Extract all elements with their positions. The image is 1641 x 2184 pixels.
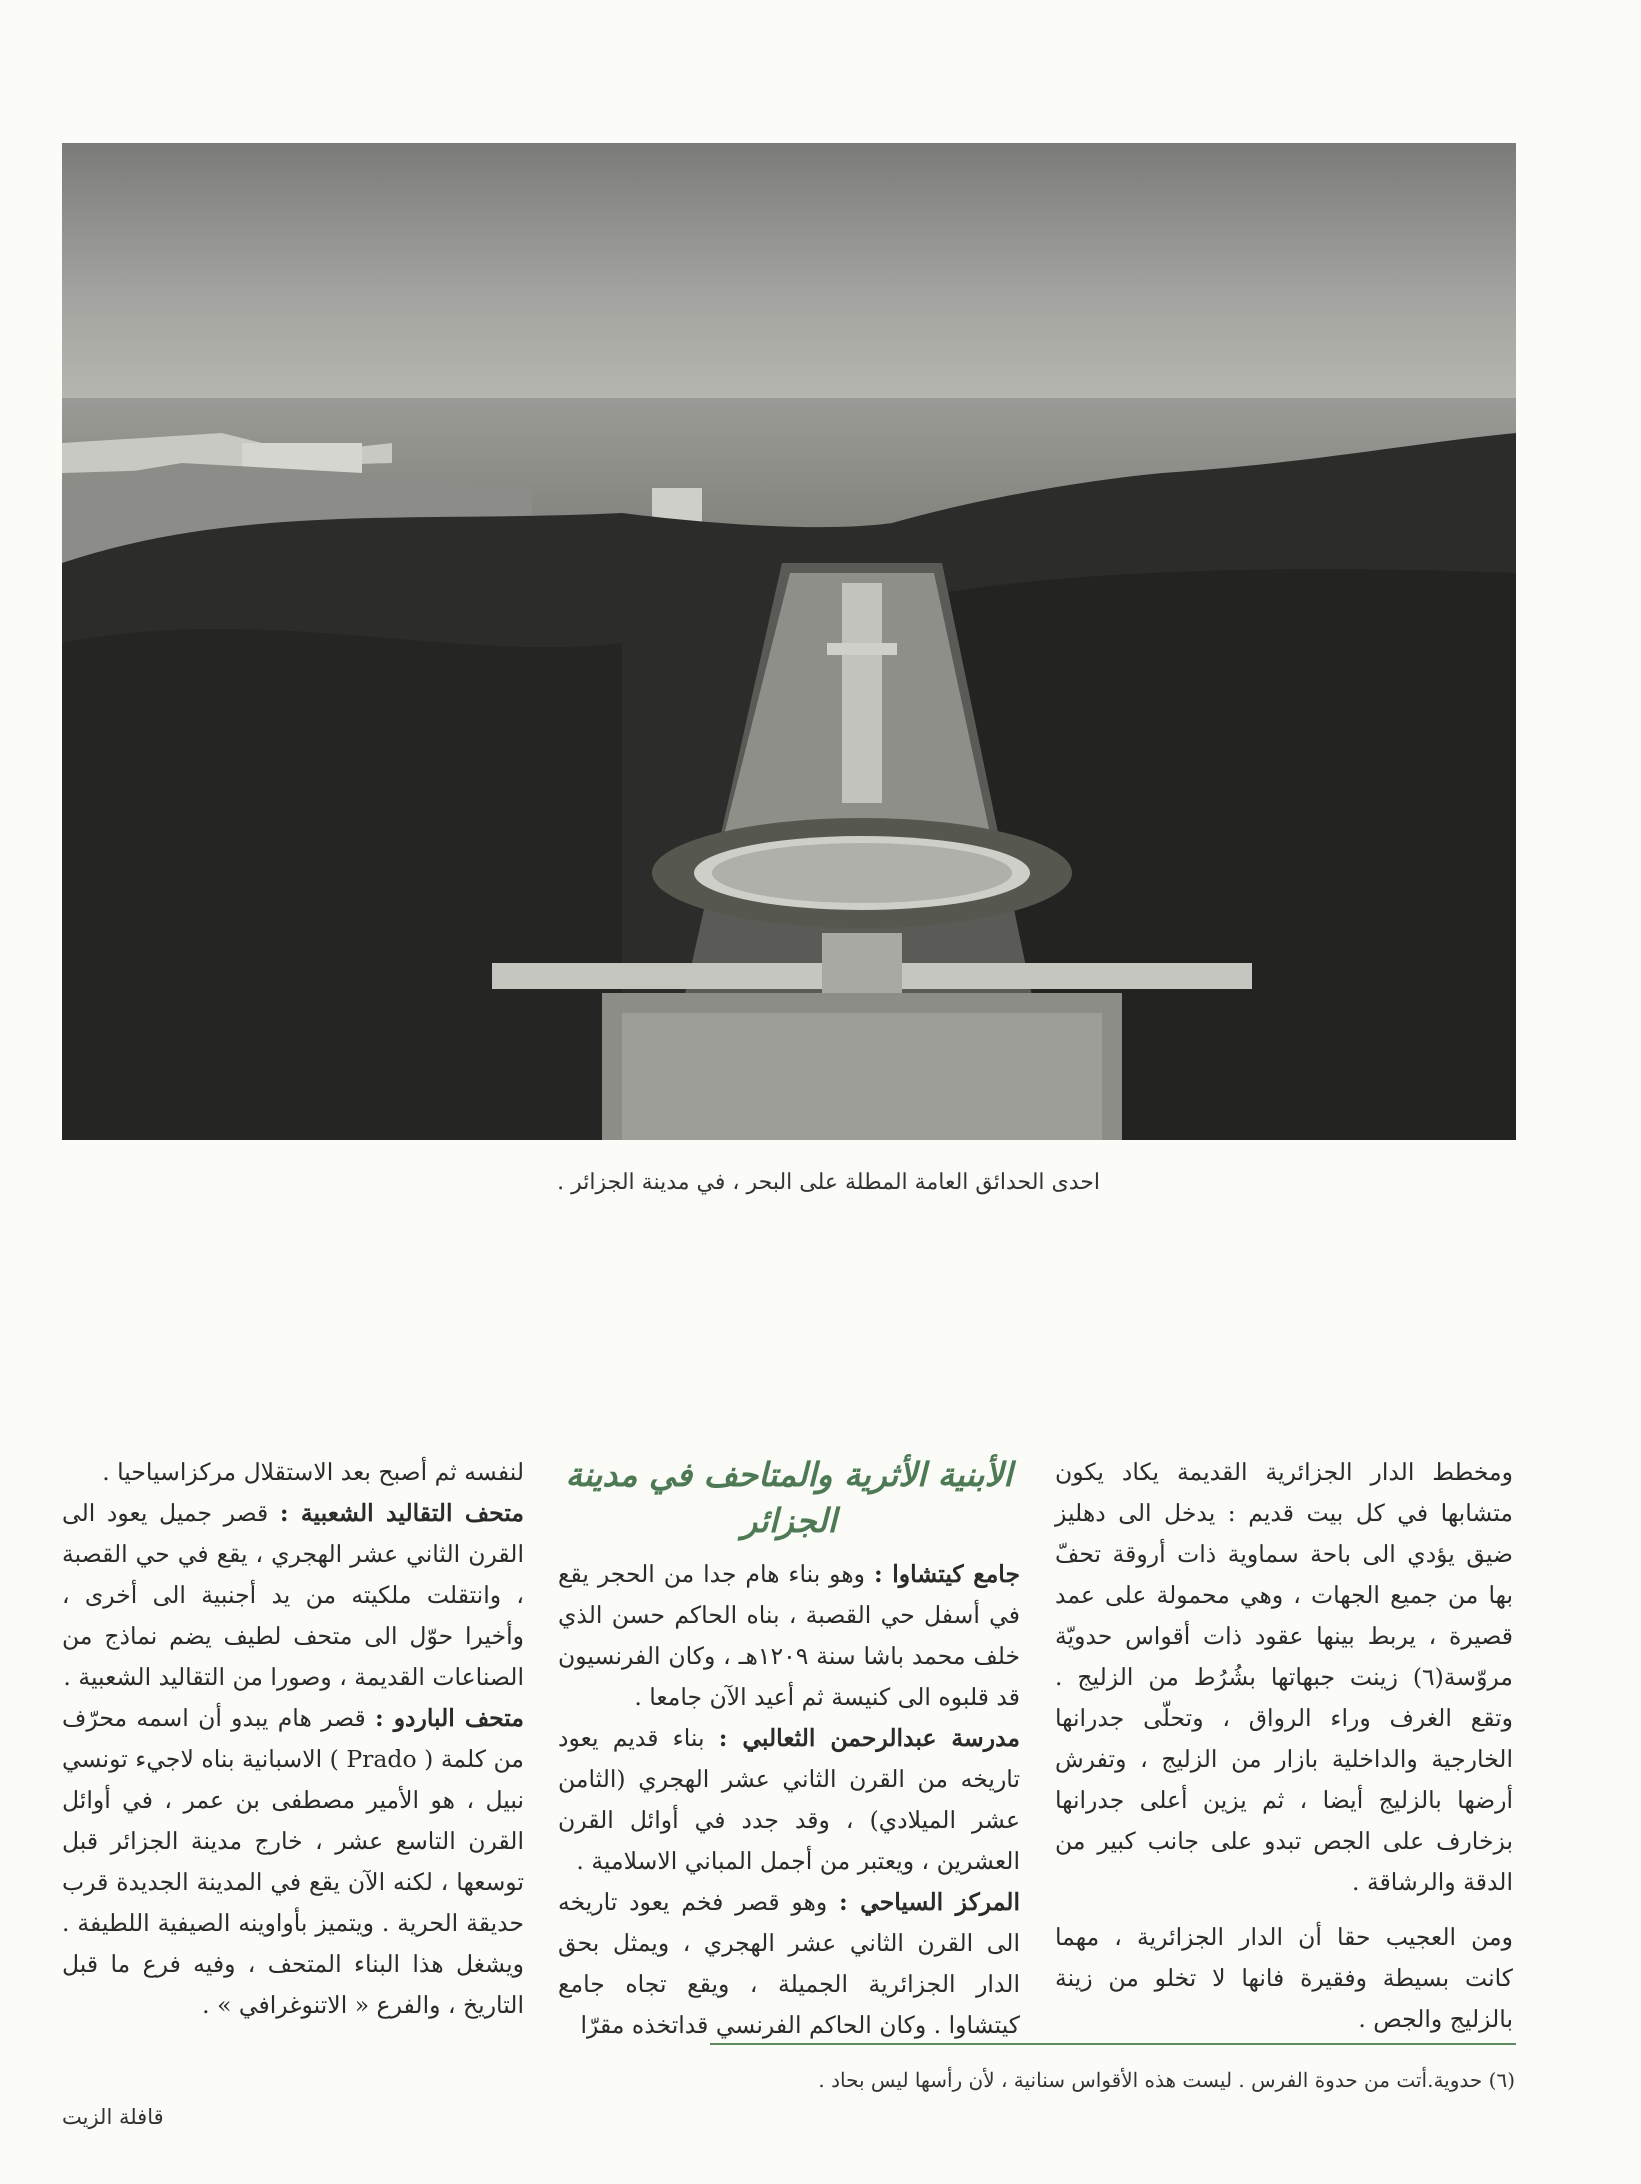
entry-term: مدرسة عبدالرحمن الثعالبي : — [718, 1724, 1020, 1752]
footnote: (٦) حدوية.أتت من حدوة الفرس . ليست هذه الأقواس سنانية ، لأن رأسها ليس بحاد . — [818, 2068, 1515, 2092]
entry-tourist-center — [558, 1882, 1020, 2046]
entry-text: قصر جميل يعود الى القرن الثاني عشر الهجري ، يقع في حي القصبة ، وانتقلت ملكيته من يد أجنبية الى أخرى ، وأخيرا حوّل الى متحف لطيف يضم نماذج من الصناعات القديمة ، وصورا من التقاليد الشعبية . — [62, 1499, 524, 1691]
entry-text: قصر هام يبدو أن اسمه محرّف من كلمة ( Prado ) الاسبانية بناه لاجيء تونسي نبيل ، هو الأمير مصطفى بن عمر ، في أوائل القرن التاسع عشر ، خارج مدينة الجزائر قبل توسعها ، لكنه الآن يقع في المدينة الجديدة قرب حديقة الحرية . ويتميز بأواوينه الصيفية اللطيفة . ويشغل هذا البناء المتحف ، وفيه فرع ما قبل التاريخ ، والفرع « الاتنوغرافي » . — [62, 1704, 524, 2019]
section-heading: الأبنية الأثرية والمتاحف في مدينة الجزائر — [565, 1455, 1013, 1540]
paragraph: ومخطط الدار الجزائرية القديمة يكاد يكون متشابها في كل بيت قديم : يدخل الى دهليز ضيق يؤدي الى باحة سماوية ذات أروقة تحفّ بها من جميع الجهات ، وهي محمولة على عمد قصيرة ، يربط بينها عقود ذات أقواس حدويّة مروّسة(٦) زينت جبهاتها بشُرُط من الزليج . وتقع الغرف وراء الرواق ، وتحلّى جدرانها الخارجية والداخلية بازار من الزليج ، وتفرش أرضها بالزليج أيضا ، ثم يزين أعلى جدرانها بزخارف على الجص تبدو على جانب كبير من الدقة والرشاقة . — [1055, 1458, 1513, 1896]
magazine-name: قافلة الزيت — [62, 2105, 164, 2129]
entry-term: المركز السياحي : — [839, 1888, 1020, 1916]
park-photo-image — [62, 143, 1516, 1140]
entry-thaalibi-school — [558, 1718, 1020, 1882]
photo-caption: احدى الحدائق العامة المطلة على البحر ، في مدينة الجزائر . — [557, 1170, 1100, 1195]
entry-text: وهو قصر فخم يعود تاريخه الى القرن الثاني عشر الهجري ، ويمثل بحق الدار الجزائرية الجميلة ، ويقع تجاه جامع كيتشاوا . وكان الحاكم الفرنسي قداتخذه مقرّا — [558, 1888, 1020, 2039]
entry-term: متحف الباردو : — [375, 1704, 524, 1732]
column-right — [1055, 1452, 1513, 2040]
entry-bardo-museum — [62, 1698, 524, 2026]
entry-term: جامع كيتشاوا : — [873, 1560, 1020, 1588]
entry-folk-museum — [62, 1493, 524, 1698]
column-left — [62, 1452, 524, 2026]
entry-text: وهو بناء هام جدا من الحجر يقع في أسفل حي القصبة ، بناه الحاكم حسن الذي خلف محمد باشا سنة ١٢٠٩هـ ، وكان الفرنسيون قد قلبوه الى كنيسة ثم أعيد الآن جامعا . — [558, 1560, 1021, 1711]
column-middle — [558, 1452, 1020, 2046]
entry-text: بناء قديم يعود تاريخه من القرن الثاني عشر الهجري (الثامن عشر الميلادي) ، وقد جدد في أوائل القرن العشرين ، ويعتبر من أجمل المباني الاسلامية . — [558, 1724, 1020, 1875]
footnote-divider — [710, 2043, 1516, 2045]
paragraph: ومن العجيب حقا أن الدار الجزائرية ، مهما كانت بسيطة وفقيرة فانها لا تخلو من زينة بالزليج والجص . — [1055, 1923, 1513, 2033]
entry-kitchawa — [558, 1554, 1020, 1718]
park-photo — [62, 143, 1516, 1140]
paragraph: لنفسه ثم أصبح بعد الاستقلال مركزاسياحيا . — [102, 1458, 524, 1486]
entry-term: متحف التقاليد الشعبية : — [279, 1499, 524, 1527]
